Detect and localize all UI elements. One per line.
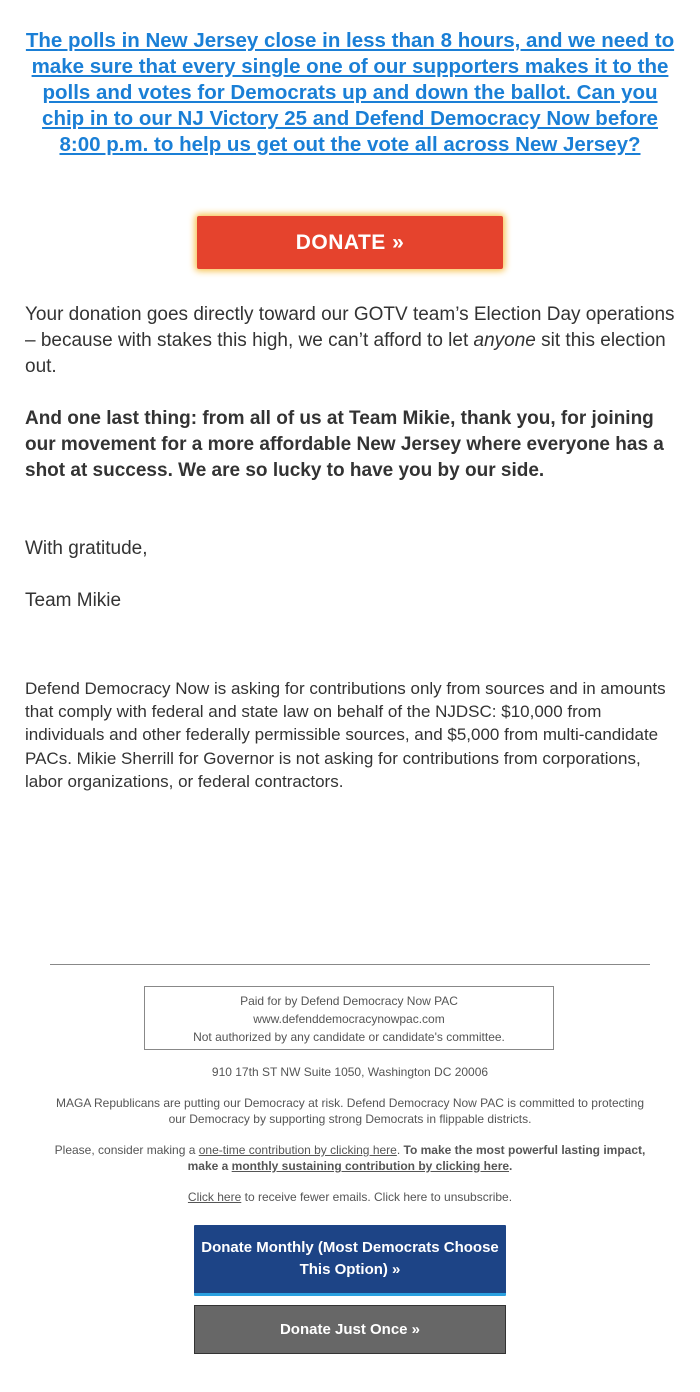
paid-for-line: Paid for by Defend Democracy Now PAC bbox=[240, 994, 458, 1008]
sign-off: With gratitude, bbox=[25, 538, 148, 559]
fewer-emails-link[interactable]: Click here bbox=[187, 1190, 242, 1204]
signature: Team Mikie bbox=[25, 590, 122, 611]
one-time-contribution-link[interactable]: one-time contribution by clicking here bbox=[198, 1143, 397, 1157]
monthly-appeal-prefix: To make the most powerful lasting impact, make a bbox=[187, 1143, 646, 1173]
footer-divider bbox=[50, 964, 650, 965]
fewer-emails-text: to receive fewer emails. Click here to unsubscribe. bbox=[241, 1190, 513, 1204]
mailing-address: 910 17th ST NW Suite 1050, Washington DC 20006 bbox=[211, 1065, 489, 1079]
paid-for-box bbox=[144, 986, 554, 1050]
not-authorized-line: Not authorized by any candidate or candidate's committee. bbox=[193, 1030, 505, 1044]
maga-statement: MAGA Republicans are putting our Democracy at risk. Defend Democracy Now PAC is committed to protecting our Democracy by supporting strong Democrats in flippable districts. bbox=[55, 1096, 644, 1126]
gotv-text-end: sit this election out. bbox=[25, 330, 666, 377]
thank-you-paragraph: And one last thing: from all of us at Team Mikie, thank you, for joining our movement for a more affordable New Jersey where everyone has a shot at success. We are so lucky to have you by our side. bbox=[25, 408, 664, 481]
email-preferences bbox=[50, 1189, 650, 1205]
consider-mid: . bbox=[396, 1143, 404, 1157]
monthly-appeal-suffix: . bbox=[509, 1159, 513, 1173]
headline-link[interactable]: The polls in New Jersey close in less than 8 hours, and we need to make sure that every single one of our supporters makes it to the polls and votes for Democrats up and down the ballot. Can you chip in to our NJ Victory 25 and Defend Democracy Now before 8:00 p.m. to help us get out the vote all across New Jersey? bbox=[25, 29, 675, 156]
donate-button[interactable]: DONATE » bbox=[197, 216, 503, 269]
anyone-emphasis: anyone bbox=[473, 330, 536, 351]
contribution-links bbox=[50, 1142, 650, 1174]
donate-monthly-button[interactable]: Donate Monthly (Most Democrats Choose This Option) » bbox=[194, 1225, 506, 1296]
headline bbox=[25, 28, 675, 158]
consider-prefix: Please, consider making a bbox=[54, 1143, 199, 1157]
donate-button-wrap bbox=[197, 216, 503, 269]
monthly-contribution-link[interactable]: monthly sustaining contribution by clicking here bbox=[231, 1159, 510, 1173]
contribution-disclaimer: Defend Democracy Now is asking for contributions only from sources and in amounts that comply with federal and state law on behalf of the NJDSC: $10,000 from individuals and other federally permissible sources, and $5,000 from multi-candidate PACs. Mikie Sherrill for Governor is not asking for contributions from corporations, labor organizations, or federal contractors. bbox=[25, 679, 666, 791]
website-line: www.defenddemocracynowpac.com bbox=[253, 1012, 445, 1026]
gotv-paragraph bbox=[25, 302, 680, 380]
donate-once-button[interactable]: Donate Just Once » bbox=[194, 1305, 506, 1354]
gotv-text-start: Your donation goes directly toward our GOTV team’s Election Day operations – because with stakes this high, we can’t afford to let bbox=[25, 304, 675, 351]
